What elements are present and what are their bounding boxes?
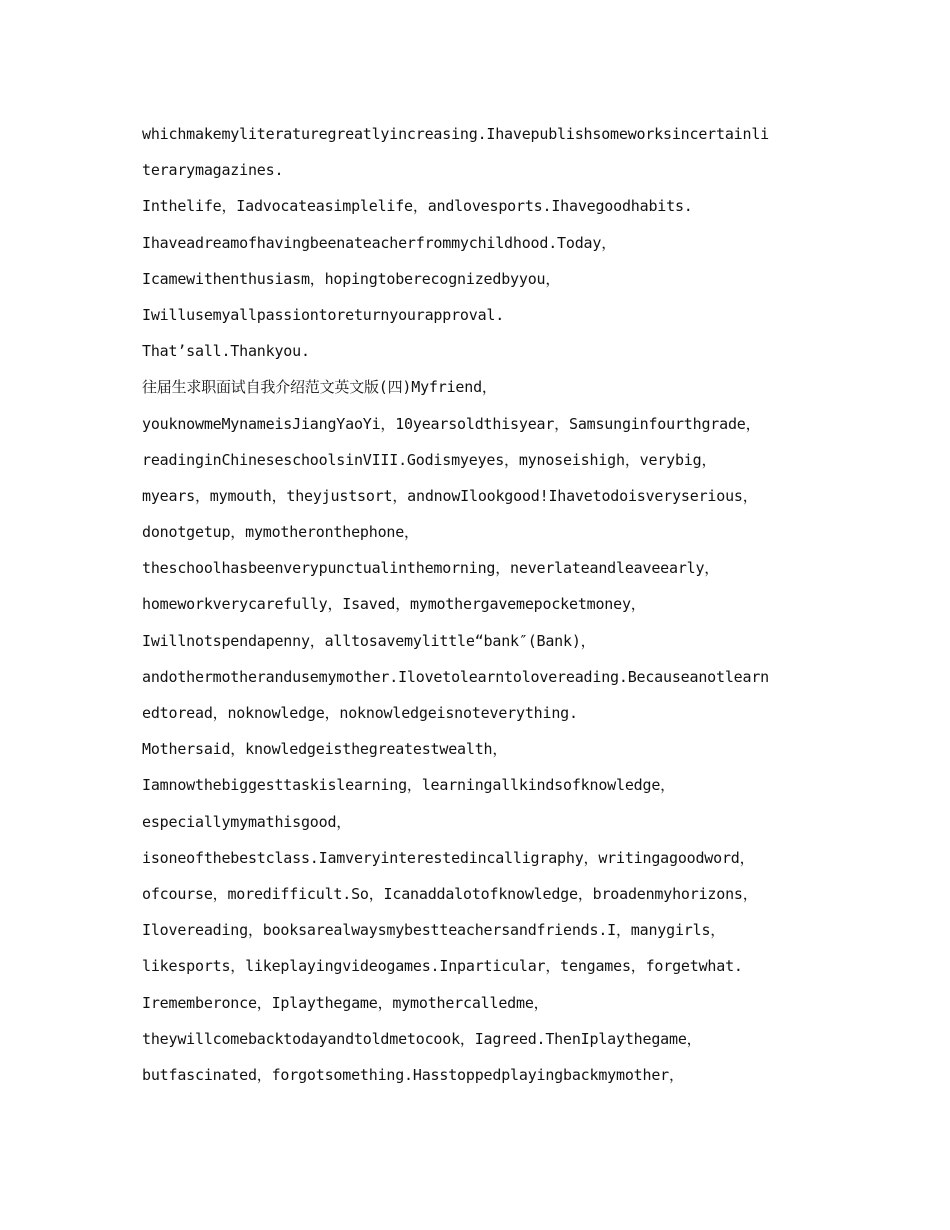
- text-line: andothermotherandusemymother.Ilovetolearntolovereading.Becauseanotlearn: [142, 667, 769, 686]
- text-line: edtoread，noknowledge，noknowledgeisnoteverything.: [142, 704, 578, 722]
- text-line: youknowmeMynameisJiangYaoYi，10yearsoldthisyear，Samsunginfourthgrade，: [142, 414, 761, 433]
- text-line: terarymagazines.: [142, 161, 284, 180]
- text-line: theschoolhasbeenverypunctualinthemorning，neverlateandleaveearly，: [142, 559, 720, 578]
- text-line: ofcourse，moredifficult.So，Icanaddalotofknowledge，broadenmyhorizons，: [142, 884, 758, 903]
- text-line: homeworkverycarefully，Isaved，mymothergavemepocketmoney，: [142, 595, 646, 614]
- text-line: Ihaveadreamofhavingbeenateacherfrommychildhood.Today，: [142, 233, 616, 252]
- text-line: That’sall.Thankyou.: [142, 342, 310, 361]
- text-line: Irememberonce，Iplaythegame，mymothercalledme，: [142, 993, 549, 1012]
- text-line: butfascinated，forgotsomething.Hasstoppedplayingbackmymother，: [142, 1065, 684, 1084]
- text-line: myears，mymouth，theyjustsort，andnowIlookgood!Ihavetodoisveryserious，: [142, 486, 758, 505]
- text-line: Inthelife，Iadvocateasimplelife，andlovesports.Ihavegoodhabits.: [142, 197, 693, 216]
- section-heading-line: 往届生求职面试自我介绍范文英文版(四)Myfriend，: [142, 378, 497, 397]
- text-line: isoneofthebestclass.Iamveryinterestedincalligraphy，writingagoodword，: [142, 848, 755, 867]
- text-line: Mothersaid，knowledgeisthegreatestwealth，: [142, 740, 508, 759]
- body-text: [142, 116, 842, 1093]
- text-line: Iwillusemyallpassiontoreturnyourapproval.: [142, 305, 505, 324]
- text-line: whichmakemyliteraturegreatlyincreasing.Ihavepublishsomeworksincertainli: [142, 125, 769, 143]
- text-line: Iamnowthebiggesttaskislearning，learningallkindsofknowledge，: [142, 776, 675, 795]
- text-line: Iwillnotspendapenny，alltosavemylittle“bank″(Bank)，: [142, 631, 596, 650]
- text-line: Icamewithenthusiasm，hopingtoberecognizedbyyou，: [142, 269, 561, 288]
- text-line: donotgetup，mymotheronthephone，: [142, 523, 419, 542]
- text-line: likesports，likeplayingvideogames.Inparticular，tengames，forgetwhat.: [142, 957, 743, 976]
- text-line: theywillcomebacktodayandtoldmetocook，Iagreed.ThenIplaythegame，: [142, 1029, 702, 1048]
- text-line: especiallymymathisgood，: [142, 812, 352, 831]
- text-line: readinginChineseschoolsinVIII.Godismyeyes，mynoseishigh，verybig，: [142, 450, 717, 469]
- text-line: Ilovereading，booksarealwaysmybestteachersandfriends.I，manygirls，: [142, 921, 726, 940]
